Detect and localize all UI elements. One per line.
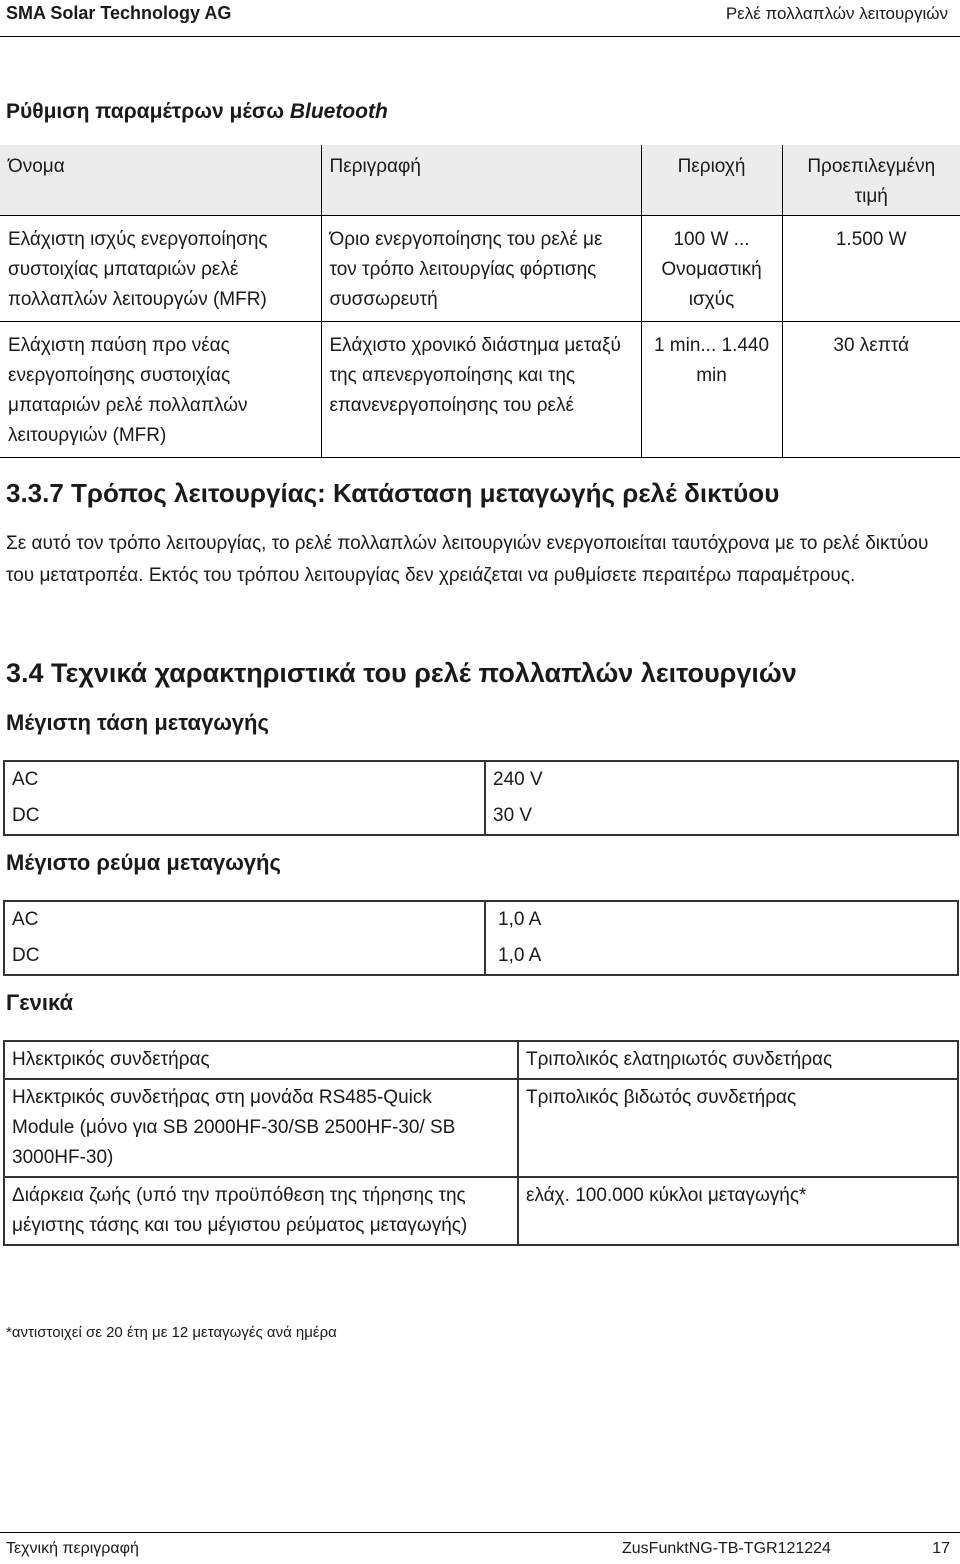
- spec-value: 1,0 A: [498, 909, 542, 930]
- table-row: [4, 1177, 958, 1245]
- section-title-bluetooth: [6, 100, 388, 124]
- footnote: *αντιστοιχεί σε 20 έτη με 12 μεταγωγές ανά ημέρα: [6, 1324, 337, 1341]
- title-prefix: Ρύθμιση παραμέτρων μέσω: [6, 100, 290, 123]
- header-chapter: Ρελέ πολλαπλών λειτουργιών: [725, 4, 948, 23]
- param-name: Ελάχιστη παύση προ νέας ενεργοποίησης συστοιχίας μπαταριών ρελέ πολλαπλών λειτουργιών (MFR): [8, 335, 248, 446]
- table-row: [4, 1041, 958, 1079]
- table-header-row: [0, 145, 960, 216]
- spec-label: AC: [4, 901, 485, 938]
- col-header-name: Όνομα: [8, 156, 65, 177]
- section-heading-3-4: 3.4 Τεχνικά χαρακτηριστικά του ρελέ πολλαπλών λειτουργιών: [6, 658, 797, 688]
- subheading-general: Γενικά: [6, 990, 74, 1015]
- spec-value: 1,0 A: [498, 945, 542, 966]
- param-description: Όριο ενεργοποίησης του ρελέ με τον τρόπο λειτουργίας φόρτισης συσσωρευτή: [321, 216, 641, 322]
- section-heading-3-3-7: 3.3.7 Τρόπος λειτουργίας: Κατάσταση μεταγωγής ρελέ δικτύου: [6, 478, 780, 508]
- param-default: 30 λεπτά: [782, 322, 960, 458]
- title-italic: Bluetooth: [289, 100, 388, 123]
- footer-doc-type: Τεχνική περιγραφή: [6, 1540, 139, 1557]
- general-table: [3, 1040, 959, 1246]
- max-current-table: [3, 900, 959, 976]
- spec-value: 240 V: [493, 769, 543, 790]
- footer-divider: [0, 1532, 960, 1533]
- table-row: [4, 761, 958, 798]
- table-row: [4, 1079, 958, 1177]
- page-number: 17: [932, 1540, 950, 1557]
- subheading-max-current: Μέγιστο ρεύμα μεταγωγής: [6, 850, 281, 875]
- section-paragraph-3-3-7: Σε αυτό τον τρόπο λειτουργίας, το ρελέ πολλαπλών λειτουργιών ενεργοποιείται ταυτόχρονα με το ρελέ δικτύου του μετατροπέα. Εκτός του τρόπου λειτουργίας δεν χρειάζεται να ρυθμίσετε περαιτέρω παραμέτρους.: [6, 533, 929, 586]
- header-divider: [0, 36, 960, 37]
- parameter-table: [0, 145, 960, 458]
- spec-label: Ηλεκτρικός συνδετήρας: [4, 1041, 518, 1079]
- header-company: SMA Solar Technology AG: [6, 3, 232, 23]
- subheading-max-voltage: Μέγιστη τάση μεταγωγής: [6, 710, 269, 735]
- spec-value: ελάχ. 100.000 κύκλοι μεταγωγής*: [518, 1177, 958, 1245]
- spec-label: AC: [4, 761, 485, 798]
- table-row: [0, 322, 960, 458]
- spec-label: DC: [4, 938, 485, 975]
- footer-doc-code: ZusFunktNG-TB-TGR121224: [622, 1540, 831, 1557]
- spec-label: Ηλεκτρικός συνδετήρας στη μονάδα RS485-Quick Module (μόνο για SB 2000HF-30/SB 2500HF-30/ SB 3000HF-30): [4, 1079, 518, 1177]
- spec-value: Τριπολικός βιδωτός συνδετήρας: [518, 1079, 958, 1177]
- max-voltage-table: [3, 760, 959, 836]
- table-row: [0, 216, 960, 322]
- spec-value: Τριπολικός ελατηριωτός συνδετήρας: [526, 1049, 833, 1070]
- param-range: 100 W ... Ονομαστική ισχύς: [641, 216, 782, 322]
- col-header-description: Περιγραφή: [321, 145, 641, 216]
- spec-label: DC: [4, 798, 485, 835]
- spec-label: Διάρκεια ζωής (υπό την προϋπόθεση της τήρησης της μέγιστης τάσης και του μέγιστου ρεύματος μεταγωγής): [4, 1177, 518, 1245]
- table-row: [4, 938, 958, 975]
- spec-value: 30 V: [493, 805, 533, 826]
- col-header-default: Προεπιλεγμένη τιμή: [782, 145, 960, 216]
- param-default: 1.500 W: [782, 216, 960, 322]
- param-description: Ελάχιστο χρονικό διάστημα μεταξύ της απενεργοποίησης και της επανενεργοποίησης του ρελέ: [321, 322, 641, 458]
- table-row: [4, 798, 958, 835]
- table-row: [4, 901, 958, 938]
- col-header-range: Περιοχή: [641, 145, 782, 216]
- param-name: Ελάχιστη ισχύς ενεργοποίησης συστοιχίας μπαταριών ρελέ πολλαπλών λειτουργών (MFR): [8, 229, 268, 310]
- param-range: 1 min... 1.440 min: [641, 322, 782, 458]
